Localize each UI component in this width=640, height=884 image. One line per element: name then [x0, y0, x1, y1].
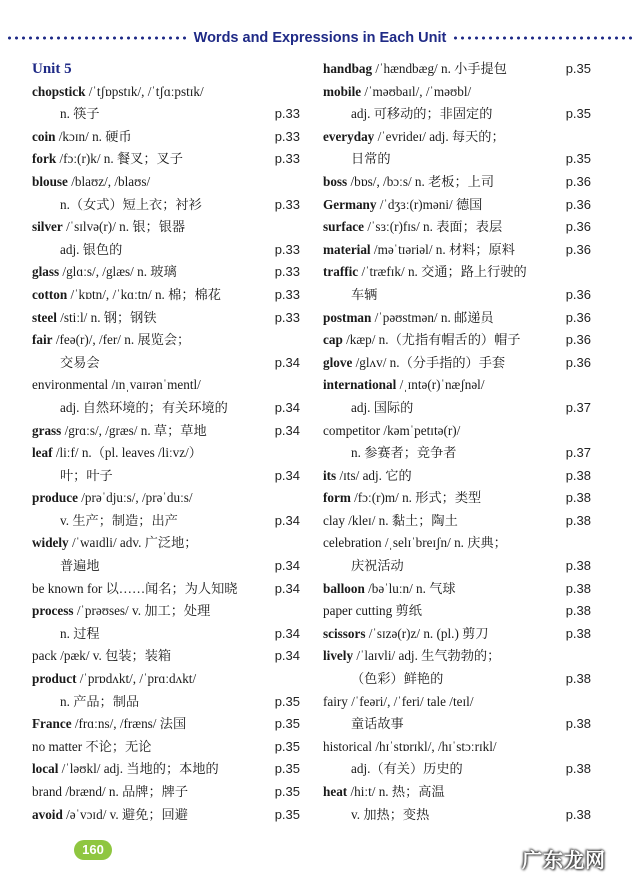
- entry-text: [323, 216, 502, 239]
- entry-definition: 普遍地: [60, 558, 100, 574]
- page-ref: p.35: [274, 716, 300, 732]
- vocab-line: [32, 600, 300, 623]
- entry-definition: /kɔɪn/ n. 硬币: [55, 128, 132, 144]
- vocab-line: [323, 623, 591, 646]
- entry-text: [32, 804, 188, 827]
- page-ref: p.34: [274, 580, 300, 596]
- page-ref: p.38: [565, 761, 591, 777]
- entry-definition: /kæp/ n.（尤指有帽舌的）帽子: [342, 332, 521, 348]
- page-ref: p.38: [565, 512, 591, 528]
- entry-definition: 车辆: [351, 286, 378, 302]
- entry-definition: /ˈlaɪvli/ adj. 生气勃勃的；: [353, 648, 501, 664]
- entry-text: [32, 668, 196, 691]
- entry-definition: 童话故事: [351, 716, 404, 732]
- entry-definition: 交易会: [60, 354, 100, 370]
- page-ref: p.34: [274, 512, 300, 528]
- entry-text: [323, 691, 473, 714]
- page-ref: p.36: [565, 332, 591, 348]
- entry-definition: /ˈwaɪdli/ adv. 广泛地；: [68, 535, 198, 551]
- page-ref: p.34: [274, 467, 300, 483]
- vocab-line: [323, 442, 591, 465]
- vocab-line: [32, 148, 300, 171]
- vocab-line: [32, 758, 300, 781]
- entry-text: [32, 781, 188, 804]
- vocab-line: [32, 781, 300, 804]
- entry-definition: /əˈvɔɪd/ v. 避免；回避: [62, 806, 188, 822]
- entry-definition: competitor /kəmˈpetɪtə(r)/: [323, 422, 461, 438]
- headword: Germany: [323, 196, 377, 212]
- headword: material: [323, 241, 371, 257]
- page-ref: p.38: [565, 467, 591, 483]
- entry-definition: adj.（有关）历史的: [351, 761, 463, 777]
- entry-definition: /ɪts/ adj. 它的: [336, 467, 412, 483]
- vocab-line: [32, 623, 300, 646]
- headword: cotton: [32, 286, 68, 302]
- entry-text: [32, 239, 122, 262]
- vocab-line: [323, 58, 591, 81]
- entry-text: [32, 487, 193, 510]
- vocab-line: [323, 600, 591, 623]
- vocab-line: [323, 103, 591, 126]
- page-ref: p.38: [565, 671, 591, 687]
- headword: silver: [32, 219, 63, 235]
- headword: surface: [323, 219, 365, 235]
- entry-definition: n. 过程: [60, 625, 100, 641]
- entry-definition: no matter 不论；无论: [32, 738, 152, 754]
- entry-definition: n. 筷子: [60, 106, 100, 122]
- entry-definition: 庆祝活动: [351, 558, 404, 574]
- entry-text: [32, 194, 202, 217]
- headword: coin: [32, 128, 56, 144]
- entry-definition: /ˈpəʊstmən/ n. 邮递员: [371, 309, 494, 325]
- headword: steel: [32, 309, 57, 325]
- entry-definition: /ˈhændbæg/ n. 小手提包: [372, 61, 507, 76]
- entry-text: [32, 600, 210, 623]
- section-header: [0, 26, 640, 50]
- page-ref: p.35: [565, 106, 591, 122]
- entry-definition: /bəˈluːn/ n. 气球: [364, 580, 456, 596]
- headword: balloon: [323, 580, 365, 596]
- entry-definition: /liːf/ n.（pl. leaves /liːvz/）: [52, 445, 202, 461]
- entry-text: [32, 261, 177, 284]
- entry-text: [32, 397, 228, 420]
- vocab-line: [32, 555, 300, 578]
- vocab-line: [32, 126, 300, 149]
- entry-text: [323, 600, 422, 623]
- entry-definition: historical /hɪˈstɒrɪkl/, /hɪˈstɔːrɪkl/: [323, 738, 497, 754]
- page-number-badge: 160: [74, 840, 112, 860]
- page-ref: p.38: [565, 603, 591, 619]
- vocab-line: [32, 216, 300, 239]
- entry-definition: be known for 以……闻名；为人知晓: [32, 580, 238, 596]
- page-ref: p.38: [565, 580, 591, 596]
- entry-definition: /stiːl/ n. 钢；钢铁: [56, 309, 157, 325]
- entry-text: [323, 261, 527, 284]
- entry-definition: /blaʊz/, /blaʊs/: [67, 173, 151, 189]
- entry-definition: /bɒs/, /bɔːs/ n. 老板；上司: [347, 173, 495, 189]
- headword: heat: [323, 784, 348, 799]
- entry-definition: n.（女式）短上衣；衬衫: [60, 196, 202, 212]
- entry-text: [32, 758, 219, 781]
- entry-text: [323, 804, 429, 827]
- entry-text: [32, 171, 150, 194]
- vocab-line: [32, 171, 300, 194]
- headword: France: [32, 716, 72, 732]
- right-column: [323, 58, 591, 826]
- headword: form: [323, 490, 351, 506]
- entry-text: [323, 420, 460, 443]
- vocab-line: [32, 578, 300, 601]
- vocab-line: [323, 239, 591, 262]
- entry-text: [323, 103, 492, 126]
- entry-text: [323, 555, 404, 578]
- left-column: [32, 58, 300, 826]
- vocab-line: [323, 194, 591, 217]
- page-ref: p.33: [274, 196, 300, 212]
- entry-definition: /ˈprəʊses/ v. 加工；处理: [73, 603, 211, 619]
- vocab-line: [323, 261, 591, 284]
- vocab-line: [323, 374, 591, 397]
- entry-text: [32, 578, 238, 601]
- entry-text: [323, 758, 463, 781]
- entry-text: [32, 126, 132, 149]
- entry-definition: /feə(r)/, /fer/ n. 展览会；: [52, 332, 191, 348]
- entry-text: [32, 713, 186, 736]
- entry-text: [323, 510, 458, 533]
- entry-text: [323, 623, 489, 646]
- entry-definition: n. 产品；制品: [60, 693, 140, 709]
- vocab-line: [32, 532, 300, 555]
- entry-definition: adj. 自然环境的；有关环境的: [60, 399, 228, 415]
- entry-text: [32, 352, 100, 375]
- entry-definition: celebration /ˌselɪˈbreɪʃn/ n. 庆典；: [323, 535, 507, 551]
- entry-text: [32, 420, 207, 443]
- entry-text: [32, 81, 204, 104]
- entry-definition: /ˈsɪlvə(r)/ n. 银；银器: [62, 219, 186, 235]
- vocab-line: [323, 465, 591, 488]
- entry-text: [32, 103, 100, 126]
- page-ref: p.34: [274, 422, 300, 438]
- headword: produce: [32, 490, 78, 506]
- entry-text: [32, 532, 197, 555]
- vocab-line: [32, 397, 300, 420]
- entry-definition: pack /pæk/ v. 包装；装箱: [32, 648, 172, 664]
- entry-definition: /ˈtræfɪk/ n. 交通；路上行驶的: [358, 264, 527, 280]
- vocab-line: [32, 668, 300, 691]
- vocab-line: [32, 352, 300, 375]
- entry-text: [323, 239, 515, 262]
- page-ref: p.34: [274, 625, 300, 641]
- entry-definition: v. 加热；变热: [351, 806, 430, 822]
- entry-definition: adj. 可移动的；非固定的: [351, 106, 493, 122]
- vocab-line: [323, 171, 591, 194]
- vocab-line: [32, 442, 300, 465]
- vocab-line: [32, 81, 300, 104]
- headword: mobile: [323, 83, 362, 99]
- vocab-line: [323, 691, 591, 714]
- entry-definition: 叶；叶子: [60, 467, 113, 483]
- headword: widely: [32, 535, 69, 551]
- entry-text: [323, 487, 481, 510]
- entry-definition: /məˈtɪəriəl/ n. 材料；原料: [370, 241, 515, 257]
- entry-text: [32, 736, 151, 759]
- entry-text: [323, 126, 505, 149]
- vocab-line: [323, 532, 591, 555]
- page-ref: p.33: [274, 309, 300, 325]
- entry-text: [323, 194, 482, 217]
- entry-definition: /ˈevrideɪ/ adj. 每天的；: [374, 128, 505, 144]
- entry-definition: 日常的: [351, 151, 391, 167]
- entry-text: [323, 465, 412, 488]
- page-ref: p.33: [274, 106, 300, 122]
- headword: international: [323, 377, 397, 393]
- vocab-line: [323, 352, 591, 375]
- entry-definition: /frɑːns/, /fræns/ 法国: [71, 716, 187, 732]
- headword: avoid: [32, 806, 63, 822]
- entry-definition: /ˈdʒɜː(r)məni/ 德国: [376, 196, 483, 212]
- entry-text: [323, 442, 457, 465]
- page-ref: p.35: [565, 151, 591, 167]
- vocab-line: [32, 284, 300, 307]
- entry-definition: /fɔː(r)m/ n. 形式；类型: [350, 490, 482, 506]
- headword: process: [32, 603, 74, 619]
- unit-title: Unit 5: [32, 61, 72, 77]
- page-ref: p.36: [565, 241, 591, 257]
- page-ref: p.36: [565, 219, 591, 235]
- watermark-logo: 广东龙网: [522, 848, 606, 872]
- vocab-line: [32, 374, 300, 397]
- page-ref: p.36: [565, 354, 591, 370]
- vocab-line: [323, 81, 591, 104]
- headword: traffic: [323, 264, 359, 280]
- vocab-line: [32, 329, 300, 352]
- page-ref: p.38: [565, 558, 591, 574]
- vocab-line: [323, 645, 591, 668]
- entry-definition: /ˈsɪzə(r)z/ n. (pl.) 剪刀: [365, 625, 489, 641]
- headword: glove: [323, 354, 353, 370]
- entry-text: [323, 284, 377, 307]
- entry-text: [32, 645, 171, 668]
- vocab-line: [32, 420, 300, 443]
- entry-definition: clay /kleɪ/ n. 黏土；陶土: [323, 512, 458, 528]
- page-ref: p.35: [274, 693, 300, 709]
- vocab-line: [32, 239, 300, 262]
- vocab-line: [323, 578, 591, 601]
- entry-definition: /ˈsɜː(r)fɪs/ n. 表面；表层: [364, 219, 503, 235]
- entry-text: [323, 374, 485, 397]
- page-ref: p.33: [274, 128, 300, 144]
- entry-definition: n. 参赛者；竞争者: [351, 445, 457, 461]
- vocab-line: [323, 126, 591, 149]
- page-ref: p.33: [274, 264, 300, 280]
- vocab-line: [323, 284, 591, 307]
- vocab-line: [32, 691, 300, 714]
- headword: fork: [32, 151, 57, 167]
- vocab-line: [32, 307, 300, 330]
- vocab-line: [323, 329, 591, 352]
- vocab-line: [323, 781, 591, 804]
- page-ref: p.37: [565, 445, 591, 461]
- page-ref: p.35: [274, 738, 300, 754]
- headword: product: [32, 671, 77, 687]
- page-ref: p.38: [565, 490, 591, 506]
- vocab-line: [32, 261, 300, 284]
- headword: cap: [323, 332, 343, 348]
- entry-text: [32, 442, 202, 465]
- vocab-line: [323, 420, 591, 443]
- vocab-line: [32, 510, 300, 533]
- vocab-line: [323, 555, 591, 578]
- vocab-line: [32, 804, 300, 827]
- page-ref: p.34: [274, 558, 300, 574]
- headword: boss: [323, 173, 348, 189]
- entry-text: [323, 578, 456, 601]
- entry-definition: /ˈtʃɒpstɪk/, /ˈtʃɑːpstɪk/: [85, 83, 204, 99]
- entry-text: [32, 510, 178, 533]
- page-ref: p.33: [274, 241, 300, 257]
- headword: glass: [32, 264, 60, 280]
- entry-definition: /ˈləʊkl/ adj. 当地的；本地的: [58, 761, 219, 777]
- headword: blouse: [32, 173, 68, 189]
- vocab-line: [323, 216, 591, 239]
- vocab-line: [32, 645, 300, 668]
- vocab-line: [323, 397, 591, 420]
- entry-definition: /prəˈdjuːs/, /prəˈduːs/: [77, 490, 193, 506]
- vocab-line: [32, 736, 300, 759]
- headword: scissors: [323, 625, 366, 641]
- headword: fair: [32, 332, 53, 348]
- page-ref: p.34: [274, 648, 300, 664]
- page-ref: p.36: [565, 173, 591, 189]
- page-ref: p.36: [565, 286, 591, 302]
- entry-definition: environmental /ɪnˌvaɪrənˈmentl/: [32, 377, 201, 393]
- headword: grass: [32, 422, 62, 438]
- vocab-line: [323, 148, 591, 171]
- entry-text: [32, 374, 201, 397]
- entry-text: [323, 736, 497, 759]
- page-ref: p.35: [565, 61, 591, 76]
- vocab-line: [323, 668, 591, 691]
- entry-definition: adj. 银色的: [60, 241, 123, 257]
- entry-definition: （色彩）鲜艳的: [351, 671, 444, 687]
- entry-definition: /grɑːs/, /græs/ n. 草；草地: [61, 422, 207, 438]
- vocab-line: [32, 465, 300, 488]
- entry-text: [32, 284, 221, 307]
- vocab-line: [323, 736, 591, 759]
- vocab-line: [32, 194, 300, 217]
- entry-definition: paper cutting 剪纸: [323, 603, 422, 619]
- entry-text: [32, 148, 183, 171]
- entry-definition: v. 生产；制造；出产: [60, 512, 178, 528]
- headword: leaf: [32, 445, 53, 461]
- entry-text: [323, 713, 404, 736]
- vocab-line: [323, 487, 591, 510]
- entry-definition: /ˌɪntə(r)ˈnæʃnəl/: [396, 377, 485, 393]
- page-ref: p.35: [274, 806, 300, 822]
- vocab-line: [32, 487, 300, 510]
- vocab-line: [32, 103, 300, 126]
- page-ref: p.37: [565, 399, 591, 415]
- vocab-line: [323, 804, 591, 827]
- entry-text: [32, 329, 190, 352]
- entry-definition: /glɑːs/, /glæs/ n. 玻璃: [59, 264, 177, 280]
- dotted-rule-left: [6, 36, 188, 40]
- entry-definition: adj. 国际的: [351, 399, 414, 415]
- vocab-line: [323, 713, 591, 736]
- entry-text: [323, 171, 494, 194]
- vocab-line: [323, 758, 591, 781]
- page-ref: p.35: [274, 761, 300, 777]
- entry-text: [323, 668, 443, 691]
- entry-definition: /glʌv/ n.（分手指的）手套: [352, 354, 506, 370]
- entry-text: [323, 645, 500, 668]
- page-ref: p.38: [565, 625, 591, 641]
- entry-text: [323, 781, 445, 804]
- headword: its: [323, 467, 337, 483]
- section-title: Words and Expressions in Each Unit: [193, 30, 447, 46]
- entry-text: [32, 691, 139, 714]
- entry-text: [32, 623, 100, 646]
- headword: local: [32, 761, 59, 777]
- entry-text: [32, 216, 185, 239]
- entry-definition: /ˈprɒdʌkt/, /ˈprɑːdʌkt/: [76, 671, 197, 687]
- vocab-line: [32, 713, 300, 736]
- entry-text: [323, 307, 494, 330]
- headword: handbag: [323, 61, 373, 76]
- entry-text: [323, 81, 471, 104]
- entry-definition: /fɔː(r)k/ n. 餐叉；叉子: [56, 151, 183, 167]
- entry-definition: brand /brænd/ n. 品牌；牌子: [32, 784, 189, 799]
- dotted-rule-right: [452, 36, 634, 40]
- entry-definition: /hiːt/ n. 热；高温: [347, 784, 445, 799]
- entry-text: [323, 397, 413, 420]
- headword: postman: [323, 309, 372, 325]
- entry-definition: fairy /ˈfeəri/, /ˈferi/ tale /teɪl/: [323, 693, 474, 709]
- entry-text: [323, 148, 391, 171]
- entry-definition: /ˈməʊbaɪl/, /ˈməʊbl/: [361, 83, 472, 99]
- entry-text: [323, 532, 507, 555]
- page-ref: p.36: [565, 309, 591, 325]
- entry-definition: /ˈkɒtn/, /ˈkɑːtn/ n. 棉；棉花: [67, 286, 221, 302]
- page-ref: p.35: [274, 784, 300, 799]
- vocab-line: [323, 510, 591, 533]
- entry-text: [323, 329, 520, 352]
- headword: lively: [323, 648, 354, 664]
- vocab-line: [323, 307, 591, 330]
- page-ref: p.38: [565, 806, 591, 822]
- page-ref: p.34: [274, 399, 300, 415]
- headword: chopstick: [32, 83, 86, 99]
- page-ref: p.33: [274, 151, 300, 167]
- headword: everyday: [323, 128, 375, 144]
- page-ref: p.36: [565, 196, 591, 212]
- entry-text: [32, 465, 113, 488]
- entry-text: [32, 307, 157, 330]
- entry-text: [32, 555, 100, 578]
- page-ref: p.33: [274, 286, 300, 302]
- entry-text: [323, 352, 505, 375]
- entry-text: [323, 58, 507, 81]
- page-ref: p.38: [565, 716, 591, 732]
- page-ref: p.34: [274, 354, 300, 370]
